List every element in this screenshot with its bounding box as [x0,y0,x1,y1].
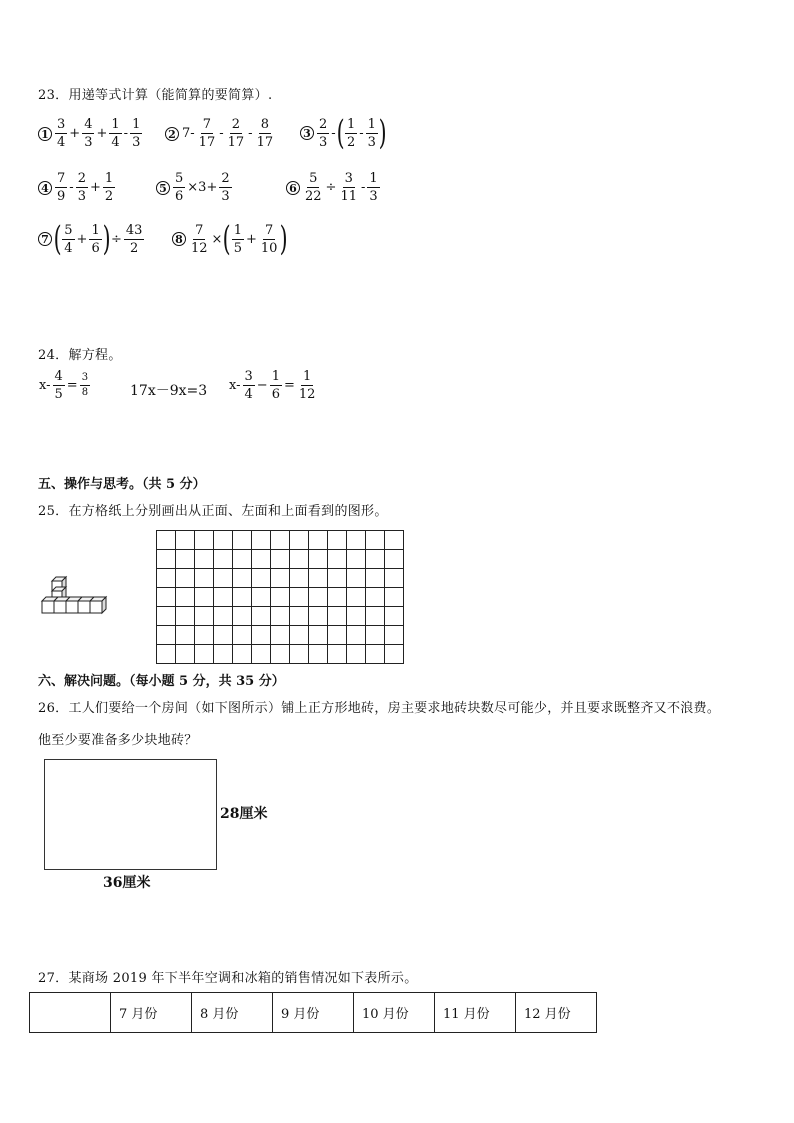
equation-2: 17x－9x=3 [130,383,208,399]
grid-cell[interactable] [233,550,252,569]
grid-cell[interactable] [347,645,366,664]
fraction: $\frac{1}{2}$ [346,116,356,150]
fraction: $\frac{2}{3}$ [319,116,328,150]
grid-cell[interactable] [176,626,195,645]
variable: x- [39,378,51,393]
operator: ×3+ [187,180,218,195]
left-paren: ( [53,219,62,259]
fraction: $\frac{2}{3}$ [77,171,86,204]
grid-cell[interactable] [176,569,195,588]
grid-cell[interactable] [195,550,214,569]
grid-cell[interactable] [195,645,214,664]
grid-row [157,550,404,569]
grid-cell[interactable] [290,550,309,569]
equation-1 [38,370,91,401]
fraction: $\frac{7}{17}$ [198,117,216,150]
grid-cell[interactable] [157,645,176,664]
grid-cell[interactable] [214,607,233,626]
q27-title: 27．某商场 2019 年下半年空调和冰箱的销售情况如下表所示。 [38,971,418,986]
fraction: $\frac{1}{3}$ [369,171,378,204]
grid-cell[interactable] [233,569,252,588]
table-header: 7 月份 [111,993,192,1033]
grid-cell[interactable] [176,588,195,607]
circled-number: 4 [38,181,52,195]
right-paren: ) [102,219,111,259]
grid-row [157,569,404,588]
cubes-figure [38,575,122,621]
grid-cell[interactable] [347,550,366,569]
grid-cell[interactable] [309,550,328,569]
expr-7 [38,219,145,259]
grid-cell[interactable] [290,531,309,550]
grid-cell[interactable] [176,607,195,626]
grid-cell[interactable] [328,550,347,569]
fraction: $\frac{1}{12}$ [298,369,316,402]
grid-cell[interactable] [385,531,404,550]
grid-cell[interactable] [328,607,347,626]
fraction: $\frac{3}{11}$ [340,171,357,204]
fraction: $\frac{2}{3}$ [221,171,230,204]
grid-cell[interactable] [214,569,233,588]
grid-cell[interactable] [309,588,328,607]
grid-cell[interactable] [385,645,404,664]
grid-row [157,588,404,607]
grid-cell[interactable] [271,645,290,664]
grid-cell[interactable] [385,607,404,626]
expr-4 [38,172,116,203]
grid-cell[interactable] [233,588,252,607]
operator: + [96,126,108,141]
operator: - [359,125,364,141]
grid-cell[interactable] [252,607,271,626]
grid-cell[interactable] [366,569,385,588]
grid-cell[interactable] [157,531,176,550]
fraction: $\frac{1}{4}$ [111,117,120,150]
grid-cell[interactable] [309,531,328,550]
grid-cell[interactable] [176,531,195,550]
grid-cell[interactable] [328,626,347,645]
expr-6 [286,172,381,203]
operator: ÷ [111,231,122,247]
operator: + [76,231,88,247]
grid-cell[interactable] [366,626,385,645]
operator: - [331,125,336,141]
grid-cell[interactable] [157,607,176,626]
fraction: $\frac{7}{10}$ [260,222,278,256]
grid-cell[interactable] [347,531,366,550]
grid-cell[interactable] [157,569,176,588]
fraction: $\frac{1}{2}$ [104,171,114,204]
operator: + [89,180,101,195]
grid-cell[interactable] [366,531,385,550]
grid-cell[interactable] [195,569,214,588]
grid-cell[interactable] [157,550,176,569]
grid-cell[interactable] [252,626,271,645]
circled-number: 2 [165,127,179,141]
grid-cell[interactable] [366,645,385,664]
grid-cell[interactable] [271,607,290,626]
grid-cell[interactable] [176,645,195,664]
operator: + [246,231,257,247]
grid-cell[interactable] [328,569,347,588]
operator: − [256,378,268,393]
grid-cell[interactable] [366,607,385,626]
q24-title: 24．解方程。 [38,348,122,363]
q26-question: 他至少要准备多少块地砖？ [38,733,198,748]
grid-cell[interactable] [366,550,385,569]
circled-number: 1 [38,127,52,141]
grid-cell[interactable] [328,531,347,550]
equation-3 [228,370,318,401]
q26-text: 26．工人们要给一个房间（如下图所示）铺上正方形地砖，房主要求地砖块数尽可能少，并且要求既整齐又不浪费。 [38,701,721,716]
grid-cell[interactable] [252,588,271,607]
room-rectangle [44,759,217,870]
right-paren: ) [378,113,387,153]
grid-cell[interactable] [271,588,290,607]
grid-cell[interactable] [309,569,328,588]
grid-cell[interactable] [290,588,309,607]
operator: - [69,180,74,195]
circled-number: 3 [300,126,314,140]
grid-cell[interactable] [271,531,290,550]
variable: x- [229,378,241,393]
operator: - [248,126,253,141]
circled-number: 5 [156,181,170,195]
fraction: $\frac{1}{3}$ [367,116,376,150]
grid-cell[interactable] [233,626,252,645]
section-5-title: 五、操作与思考。（共 5 分） [38,477,206,492]
grid-cell[interactable] [347,626,366,645]
fraction: $\frac{1}{6}$ [91,222,100,256]
grid-cell[interactable] [233,645,252,664]
operator: + [69,126,81,141]
grid-cell[interactable] [157,626,176,645]
operator: 7- [182,126,195,141]
table-cell [30,993,111,1033]
fraction: $\frac{1}{5}$ [233,222,242,256]
fraction: $\frac{3}{8}$ [81,372,89,398]
grid-cell[interactable] [290,607,309,626]
grid-cell[interactable] [309,607,328,626]
grid-cell[interactable] [328,645,347,664]
fraction: $\frac{2}{17}$ [227,117,245,150]
grid-cell[interactable] [290,645,309,664]
grid-row [157,531,404,550]
grid-cell[interactable] [233,607,252,626]
grid-cell[interactable] [252,550,271,569]
grid-cell[interactable] [366,588,385,607]
expr-3 [300,113,387,153]
grid-row [157,626,404,645]
grid-cell[interactable] [385,550,404,569]
fraction: $\frac{3}{4}$ [57,117,66,150]
fraction: $\frac{43}{2}$ [125,222,143,256]
table-header-row [30,993,597,1033]
circled-number: 8 [172,232,186,246]
grid-cell[interactable] [385,626,404,645]
grid-cell[interactable] [214,531,233,550]
width-label: 36厘米 [103,875,151,891]
fraction: $\frac{4}{3}$ [84,117,93,150]
fraction: $\frac{8}{17}$ [256,117,274,150]
table-header: 9 月份 [273,993,354,1033]
grid-cell[interactable] [385,569,404,588]
operator: × [211,231,223,247]
left-paren: ( [336,113,345,153]
equals-sign: = [66,378,78,393]
grid-cell[interactable] [176,550,195,569]
fraction: $\frac{5}{4}$ [64,222,73,256]
grid-cell[interactable] [214,550,233,569]
grid-cell[interactable] [195,531,214,550]
grid-cell[interactable] [214,645,233,664]
grid-cell[interactable] [385,588,404,607]
q23-title: 23．用递等式计算（能简算的要简算）. [38,88,273,103]
fraction: $\frac{4}{5}$ [54,369,63,402]
left-paren: ( [223,219,232,259]
sales-table [29,992,597,1033]
height-label: 28厘米 [220,806,268,822]
grid-cell[interactable] [157,588,176,607]
fraction: $\frac{5}{6}$ [175,171,184,204]
grid-cell[interactable] [290,626,309,645]
grid-cell[interactable] [195,588,214,607]
fraction: $\frac{3}{4}$ [244,369,253,402]
fraction: $\frac{7}{12}$ [191,222,208,256]
grid-cell[interactable] [195,607,214,626]
fraction: $\frac{1}{6}$ [271,369,280,402]
grid-cell[interactable] [252,569,271,588]
grid-cell[interactable] [309,645,328,664]
grid-cell[interactable] [309,626,328,645]
table-header: 11 月份 [435,993,516,1033]
expr-1 [38,118,143,149]
expr-8 [172,219,289,259]
right-paren: ) [280,219,289,259]
fraction: $\frac{5}{22}$ [305,171,322,204]
q25-title: 25．在方格纸上分别画出从正面、左面和上面看到的图形。 [38,504,388,519]
grid-row [157,645,404,664]
fraction: $\frac{7}{9}$ [57,171,66,204]
grid-row [157,607,404,626]
expr-2 [165,118,276,149]
operator: - [123,126,129,141]
grid-cell[interactable] [347,588,366,607]
table-header: 10 月份 [354,993,435,1033]
section-6-title: 六、解决问题。（每小题 5 分，共 35 分） [38,674,285,689]
grid-cell[interactable] [271,569,290,588]
grid-cell[interactable] [347,607,366,626]
table-header: 12 月份 [516,993,597,1033]
grid-paper[interactable] [156,530,404,664]
grid-cell[interactable] [195,626,214,645]
table-header: 8 月份 [192,993,273,1033]
grid-cell[interactable] [290,569,309,588]
circled-number: 7 [38,232,52,246]
grid-cell[interactable] [271,626,290,645]
equals-sign: = [283,378,295,393]
grid-cell[interactable] [233,531,252,550]
operator: - [219,126,224,141]
fraction: $\frac{1}{3}$ [132,117,141,150]
grid-cell[interactable] [214,626,233,645]
expr-5 [156,172,233,203]
grid-cell[interactable] [252,531,271,550]
grid-cell[interactable] [328,588,347,607]
operator: - [361,180,366,195]
circled-number: 6 [286,181,300,195]
grid-cell[interactable] [214,588,233,607]
grid-cell[interactable] [252,645,271,664]
grid-cell[interactable] [271,550,290,569]
operator: ÷ [325,180,337,195]
grid-cell[interactable] [347,569,366,588]
